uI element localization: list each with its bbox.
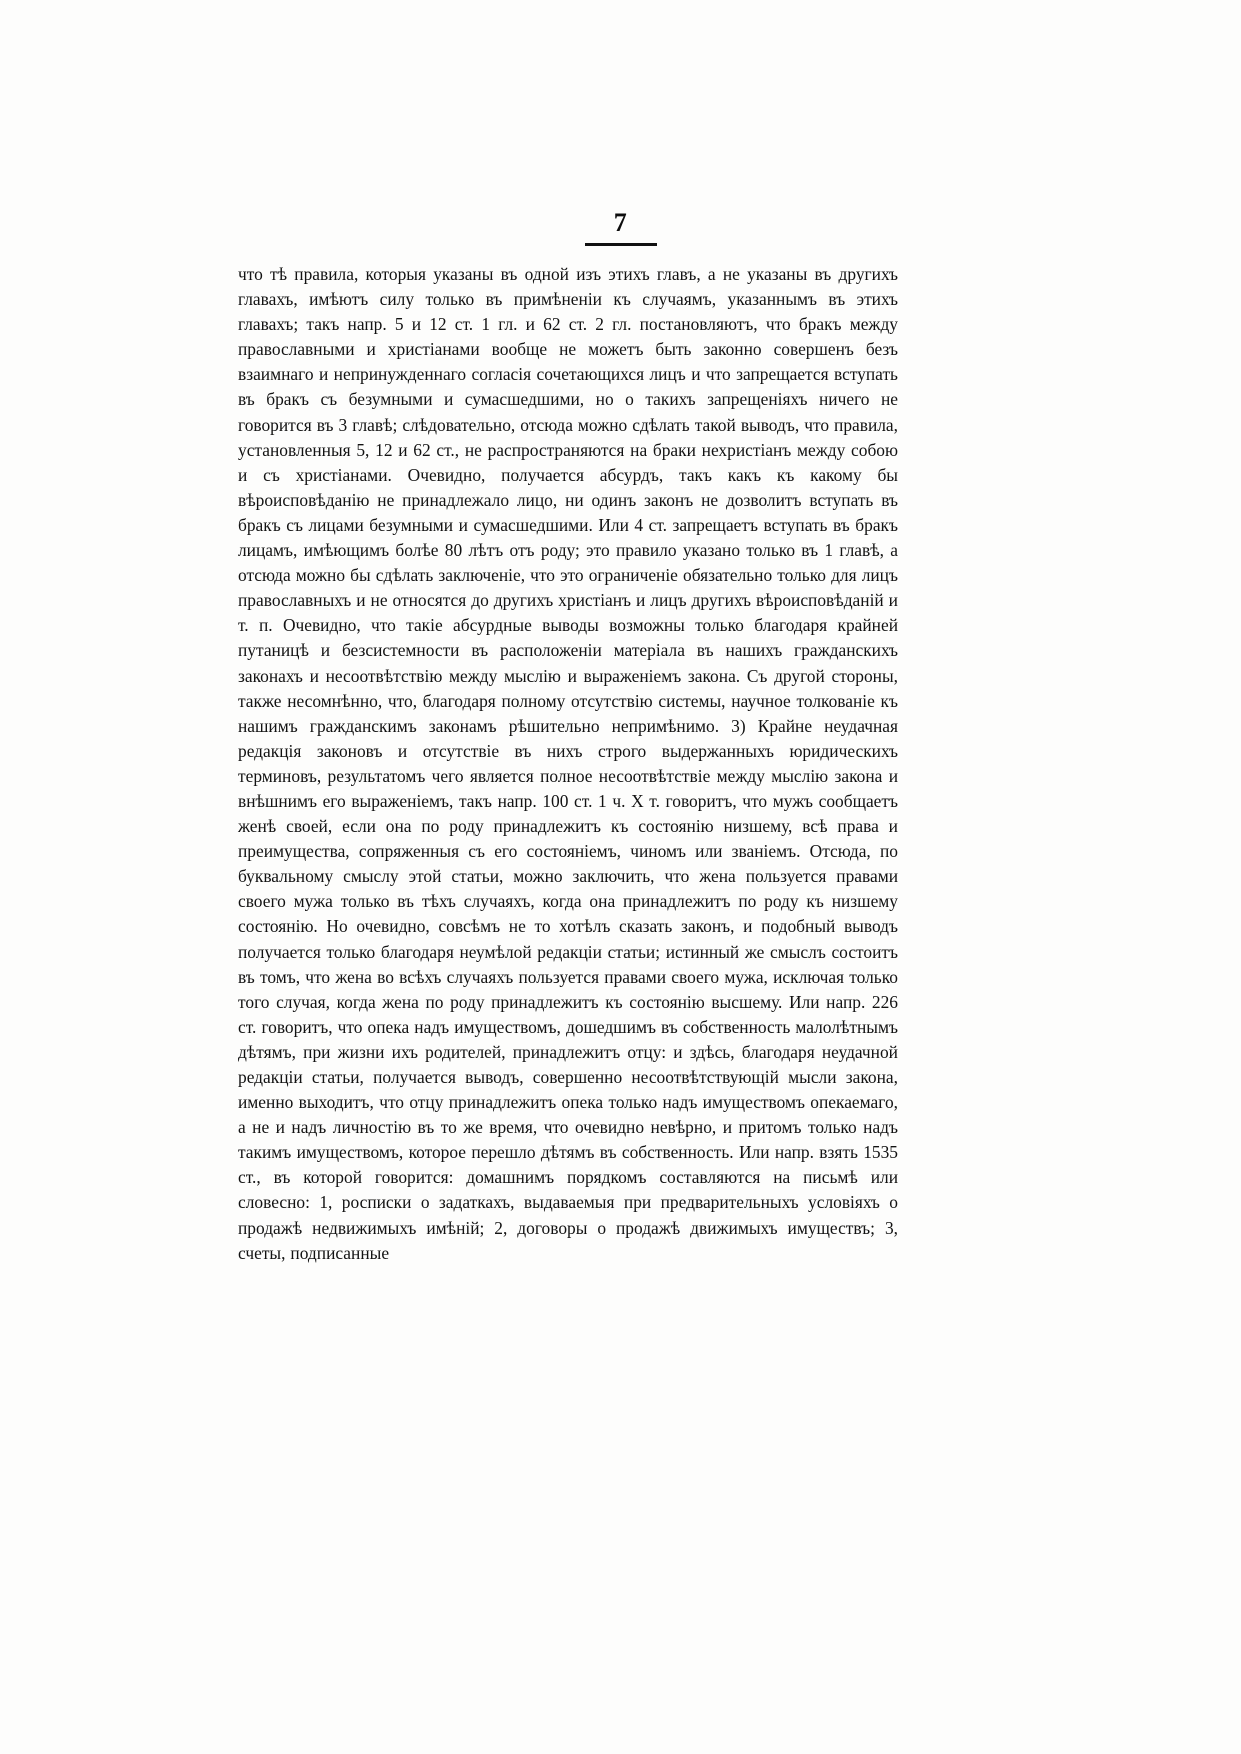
body-paragraph: что тѣ правила, которыя указаны въ одной изъ этихъ главъ, а не указаны въ другихъ главахъ, имѣютъ силу только въ примѣненіи къ случаямъ, указаннымъ въ этихъ главахъ; такъ напр. 5 и 12 ст. 1 гл. и 62 ст. 2 гл. постановляютъ, что бракъ между православными и христіанами вообще не можетъ быть законно совершенъ безъ взаимнаго и непринужденнаго согласія сочетающихся лицъ и что запрещается вступать въ бракъ съ безумными и сумасшедшими, но о такихъ запрещеніяхъ ничего не говорится въ 3 главѣ; слѣдовательно, отсюда можно сдѣлать такой выводъ, что правила, установленныя 5, 12 и 62 ст., не распространяются на браки нехристіанъ между собою и съ христіанами. Очевидно, получается абсурдъ, такъ какъ къ какому бы вѣроисповѣданію не принадлежало лицо, ни одинъ законъ не дозволитъ вступать въ бракъ съ лицами безумными и сумасшедшими. Или 4 ст. запрещаетъ вступать въ бракъ лицамъ, имѣющимъ болѣе 80 лѣтъ отъ роду; это правило указано только въ 1 главѣ, а отсюда можно бы сдѣлать заключеніе, что это ограниченіе обязательно только для лицъ православныхъ и не относятся до другихъ христіанъ и лицъ другихъ вѣроисповѣданій и т. п. Очевидно, что такіе абсурдные выводы возможны только благодаря крайней путаницѣ и безсистемности въ расположеніи матеріала въ нашихъ гражданскихъ законахъ и несоотвѣтствію между мыслію и выраженіемъ закона. Съ другой стороны, также несомнѣнно, что, благодаря полному отсутствію системы, научное толкованіе къ нашимъ гражданскимъ законамъ рѣшительно непримѣнимо. 3) Крайне неудачная редакція законовъ и отсутствіе въ нихъ строго выдержанныхъ юридическихъ терминовъ, результатомъ чего является полное несоотвѣтствіе между мыслію закона и внѣшнимъ его выраженіемъ, такъ напр. 100 ст. 1 ч. X т. говоритъ, что мужъ сообщаетъ женѣ своей, если она по роду принадлежитъ къ состоянію низшему, всѣ права и преимущества, сопряженныя съ его состояніемъ, чиномъ или званіемъ. Отсюда, по буквальному смыслу этой статьи, можно заключить, что жена пользуется правами своего мужа только въ тѣхъ случаяхъ, когда она принадлежитъ по роду къ низшему состоянію. Но очевидно, совсѣмъ не то хотѣлъ сказать законъ, и подобный выводъ получается только благодаря неумѣлой редакціи статьи; истинный же смыслъ состоитъ въ томъ, что жена во всѣхъ случаяхъ пользуется правами своего мужа, исключая только того случая, когда жена по роду принадлежитъ къ состоянію высшему. Или напр. 226 ст. говоритъ, что опека надъ имуществомъ, дошедшимъ въ собственность малолѣтнымъ дѣтямъ, при жизни ихъ родителей, принадлежитъ отцу: и здѣсь, благодаря неудачной редакціи статьи, получается выводъ, совершенно несоотвѣтствующій мысли закона, именно выходитъ, что отцу принадлежитъ опека только надъ имуществомъ опекаемаго, а не и надъ личностію въ то же время, что очевидно невѣрно, и притомъ только надъ такимъ имуществомъ, которое перешло дѣтямъ въ собственность. Или напр. взять 1535 ст., въ которой говорится: домашнимъ порядкомъ составляются на письмѣ или словесно: 1, росписки о задаткахъ, выдаваемыя при предварительныхъ условіяхъ о продажѣ недвижимыхъ имѣній; 2, договоры о продажѣ движимыхъ имуществъ; 3, счеты, подписанные (238, 264, 898, 1263)
header-rule (585, 243, 657, 246)
text-column (238, 262, 898, 1266)
page-number: 7 (613, 208, 628, 237)
page-header (0, 210, 1241, 246)
